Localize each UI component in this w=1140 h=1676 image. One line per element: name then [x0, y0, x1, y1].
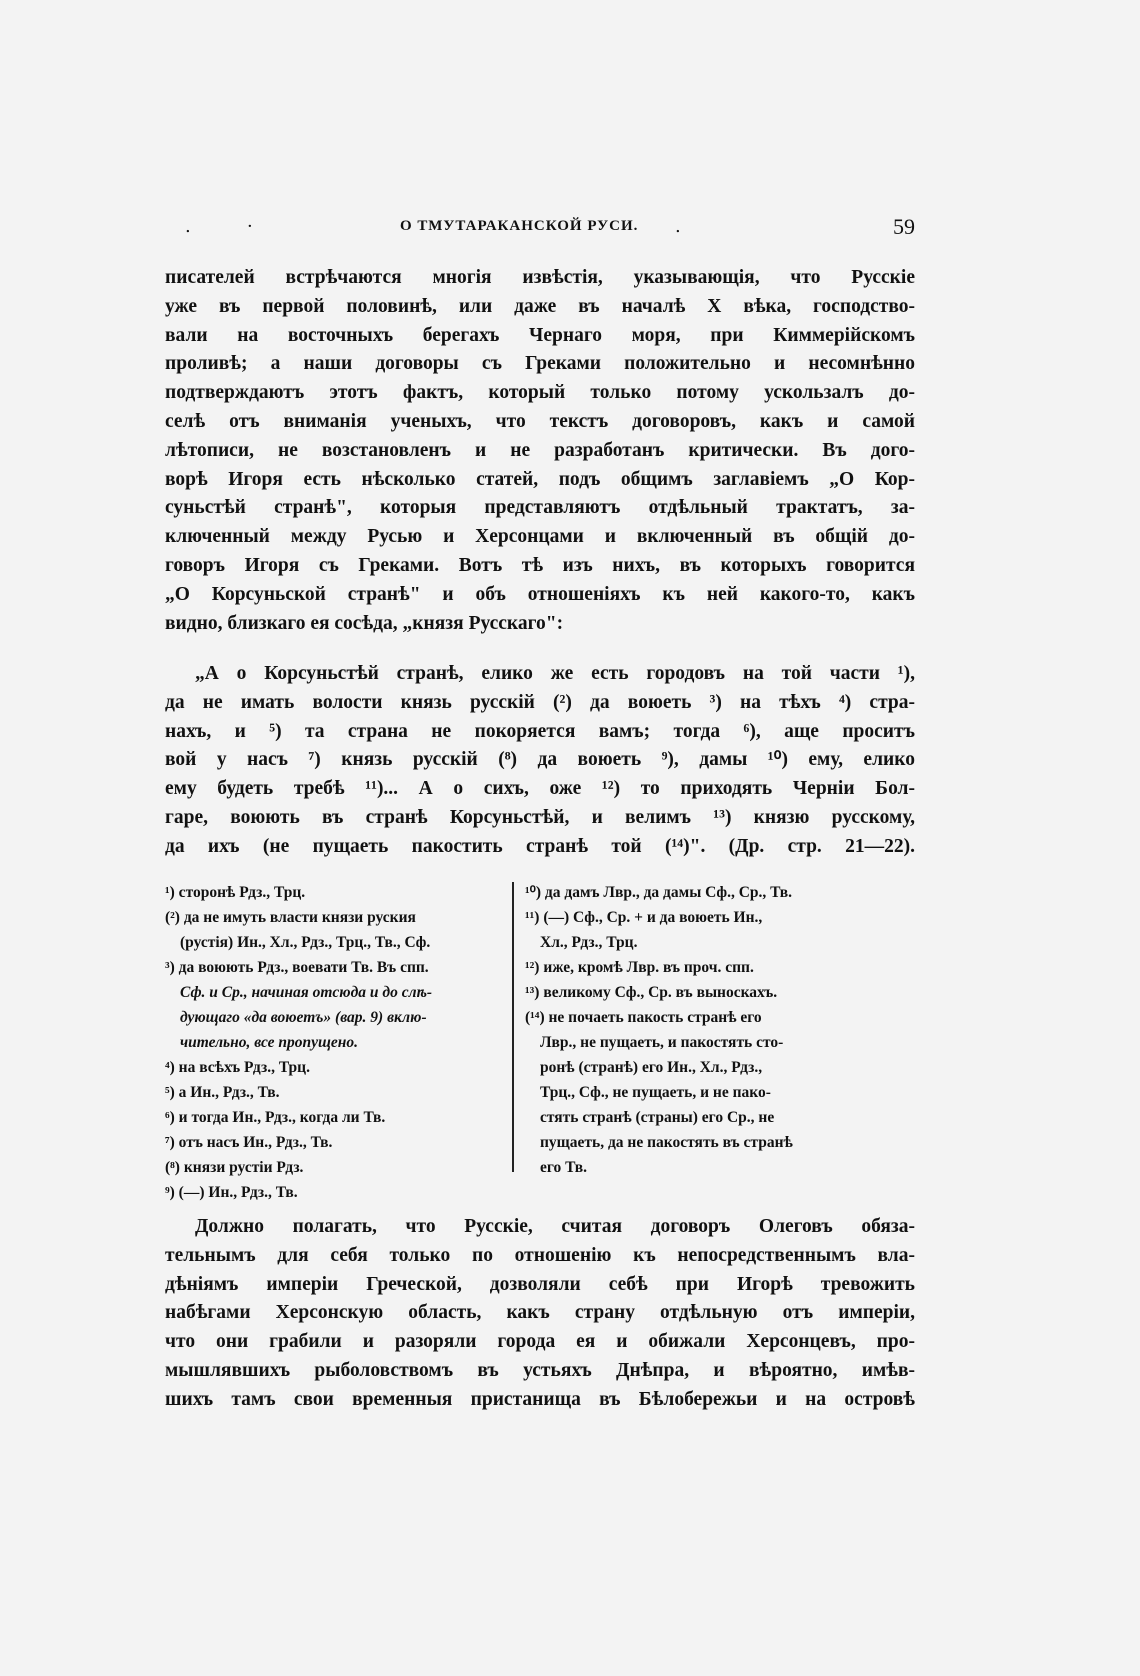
footnote-line: ³) да воюють Рдз., воевати Тв. Въ спп.: [165, 959, 429, 976]
text-line: ключенный между Русью и Херсонцами и включенный въ общій до-: [165, 526, 915, 548]
footnote-line: ⁷) отъ насъ Ин., Рдз., Тв.: [165, 1134, 333, 1151]
footnote-line: (рустія) Ин., Хл., Рдз., Трц., Тв., Сф.: [180, 934, 431, 951]
text-line: мышлявшихъ рыболовствомъ въ устьяхъ Днѣпра, и вѣроятно, имѣв-: [165, 1359, 915, 1381]
footnote-line: (²) да не имуть власти князи руския: [165, 909, 416, 926]
text-line: Должно полагать, что Русскіе, считая договоръ Олеговъ обяза-: [195, 1216, 915, 1237]
quote-line: ему будеть требѣ ¹¹)... А о сихъ, оже ¹²) то приходять Черніи Бол-: [165, 778, 915, 800]
header-dot: .: [185, 216, 191, 237]
page-number: 59: [893, 214, 915, 239]
footnote-line: ронѣ (странѣ) его Ин., Хл., Рдз.,: [540, 1059, 763, 1076]
text-line: проливѣ; а наши договоры съ Греками положительно и несомнѣнно: [165, 353, 915, 375]
text-line: говоръ Игоря съ Греками. Вотъ тѣ изъ нихъ, въ которыхъ говорится: [165, 554, 915, 576]
footnote-line: стять странѣ (страны) его Ср., не: [540, 1109, 775, 1126]
main-paragraph: [165, 264, 915, 638]
text-line: набѣгами Херсонскую область, какъ страну отдѣльную отъ имперіи,: [165, 1302, 915, 1324]
text-line: дѣніямъ имперіи Греческой, дозволяли себѣ при Игорѣ тревожить: [165, 1273, 915, 1295]
footnote-line: Хл., Рдз., Трц.: [540, 934, 638, 951]
footnote-line: чительно, все пропущено.: [180, 1034, 359, 1051]
footnote-line: ⁴) на всѣхъ Рдз., Трц.: [165, 1059, 310, 1076]
footnote-line: ¹²) иже, кромѣ Лвр. въ проч. спп.: [525, 959, 754, 976]
footnote-line: Трц., Сф., не пущаеть, и не пако-: [540, 1084, 771, 1101]
quote-line: вой у насъ ⁷) князь русскій (⁸) да воюеть ⁹), дамы ¹⁰) ему, елико: [165, 749, 915, 771]
text-line: что они грабили и разоряли города ея и обижали Херсонцевъ, про-: [165, 1331, 915, 1353]
treaty-quote: [165, 660, 915, 862]
footnote-line: ⁵) а Ин., Рдз., Тв.: [165, 1084, 280, 1101]
text-line: видно, близкаго ея сосѣда, „князя Русскаго":: [165, 612, 564, 634]
footnote-line: ¹³) великому Сф., Ср. въ выноскахъ.: [525, 984, 778, 1001]
footnote-divider: [512, 882, 514, 1172]
footnote-line: ¹⁰) да дамъ Лвр., да дамы Сф., Ср., Тв.: [525, 884, 792, 901]
page-header: [185, 214, 915, 240]
text-line: уже въ первой половинѣ, или даже въ началѣ X вѣка, господство-: [165, 295, 915, 317]
footnote-line: ⁶) и тогда Ин., Рдз., когда ли Тв.: [165, 1109, 386, 1126]
text-line: ворѣ Игоря есть нѣсколько статей, подъ общимъ заглавіемъ „О Кор-: [165, 468, 915, 490]
header-dot: ·: [247, 216, 253, 237]
footnote-line: его Тв.: [540, 1159, 587, 1176]
text-line: селѣ отъ вниманія ученыхъ, что текстъ договоровъ, какъ и самой: [165, 410, 915, 432]
text-line: лѣтописи, не возстановленъ и не разработанъ критически. Въ дого-: [165, 439, 915, 461]
footnote-line: ¹¹) (—) Сф., Ср. + и да воюеть Ин.,: [525, 909, 763, 926]
closing-paragraph: [165, 1213, 915, 1415]
footnote-line: (⁸) князи рустіи Рдз.: [165, 1159, 304, 1176]
text-line: шихъ тамъ свои временныя пристанища въ Бѣлобережьи и на островѣ: [165, 1388, 915, 1410]
text-line: тельнымъ для себя только по отношенію къ непосредственнымъ вла-: [165, 1244, 915, 1266]
footnote-line: Лвр., не пущаеть, и пакостять сто-: [540, 1034, 784, 1051]
text-line: писателей встрѣчаются многія извѣстія, указывающія, что Русскіе: [165, 267, 915, 288]
quote-line: да не имать волости князь русскій (²) да воюеть ³) на тѣхъ ⁴) стра-: [165, 691, 915, 713]
quote-line: „А о Корсуньстѣй странѣ, елико же есть городовъ на той части ¹),: [195, 663, 915, 684]
quote-line: да ихъ (не пущаеть пакостить странѣ той (¹⁴)". (Др. стр. 21—22).: [165, 835, 915, 857]
quote-line: нахъ, и ⁵) та страна не покоряется вамъ; тогда ⁶), аще проситъ: [165, 720, 915, 742]
text-line: подтверждаютъ этотъ фактъ, который только потому ускользалъ до-: [165, 382, 915, 404]
footnotes-left-column: [165, 880, 505, 1205]
footnote-line: ¹) сторонѣ Рдз., Трц.: [165, 884, 306, 901]
text-line: суньстѣй странѣ", которыя представляютъ отдѣльный трактатъ, за-: [165, 497, 915, 519]
running-title: О ТМУТАРАКАНСКОЙ РУСИ.: [400, 218, 639, 234]
footnote-line: дующаго «да воюетъ» (вар. 9) вклю-: [180, 1009, 427, 1026]
text-line: вали на восточныхъ берегахъ Чернаго моря, при Киммерійскомъ: [165, 324, 915, 346]
header-dot: .: [675, 216, 681, 237]
footnotes-right-column: [525, 880, 915, 1180]
footnote-line: Сф. и Ср., начиная отсюда и до слѣ-: [180, 984, 433, 1001]
text-line: „О Корсуньской странѣ" и объ отношеніяхъ къ ней какого-то, какъ: [165, 583, 915, 605]
quote-line: гаре, воюють въ странѣ Корсуньстѣй, и велимъ ¹³) князю русскому,: [165, 806, 915, 828]
footnote-line: ⁹) (—) Ин., Рдз., Тв.: [165, 1184, 298, 1201]
footnote-line: пущаеть, да не пакостять въ странѣ: [540, 1134, 793, 1151]
footnote-line: (¹⁴) не почаеть пакость странѣ его: [525, 1009, 762, 1026]
